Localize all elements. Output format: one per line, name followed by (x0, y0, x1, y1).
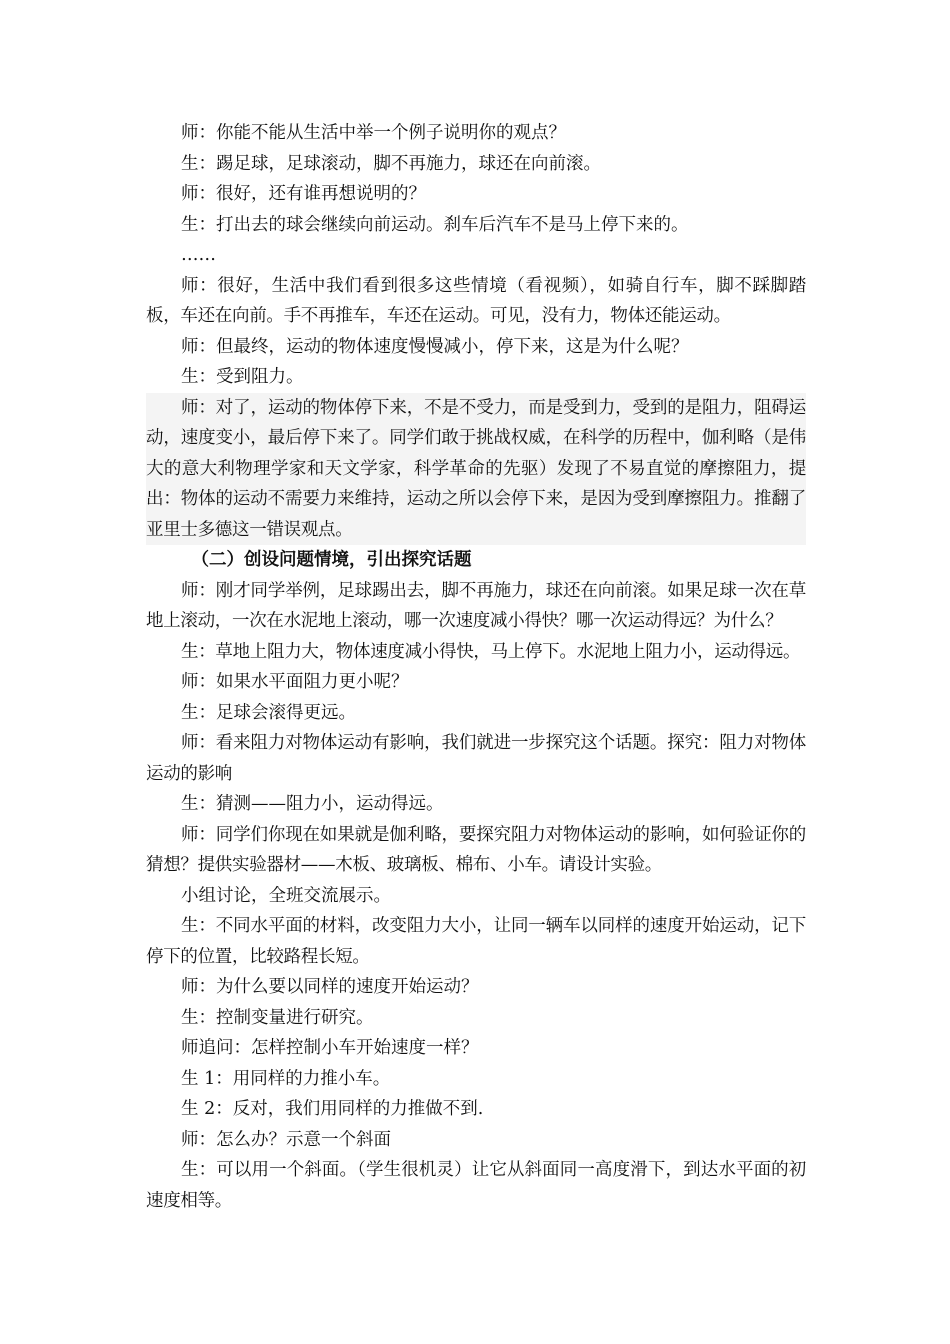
section-heading: （二）创设问题情境，引出探究话题 (191, 550, 472, 570)
highlighted-paragraph: 师：对了，运动的物体停下来，不是不受力，而是受到力，受到的是阻力，阻碍运动，速度变小，最后停下来了。同学们敢于挑战权威，在科学的历程中，伽利略（是伟大的意大利物理学家和天文学家，科学革命的先驱）发现了不易直觉的摩擦阻力，提出：物体的运动不需要力来维持，运动之所以会停下来，是因为受到摩擦阻力。推翻了亚里士多德这一错误观点。 (146, 393, 806, 546)
paragraph: 师：很好，生活中我们看到很多这些情境（看视频），如骑自行车，脚不踩脚踏板，车还在向前。手不再推车，车还在运动。可见，没有力，物体还能运动。 (146, 275, 806, 326)
document-body (146, 118, 806, 1216)
paragraph: 生：不同水平面的材料，改变阻力大小，让同一辆车以同样的速度开始运动，记下停下的位置，比较路程长短。 (146, 916, 806, 967)
paragraph: 生：足球会滚得更远。 (181, 702, 356, 723)
paragraph: 师：为什么要以同样的速度开始运动？ (181, 977, 479, 997)
paragraph: 生：受到阻力。 (181, 367, 304, 387)
paragraph: 生：踢足球，足球滚动，脚不再施力，球还在向前滚。 (181, 153, 601, 174)
paragraph: 生 2：反对，我们用同样的力推做不到. (181, 1099, 484, 1119)
paragraph: 师：如果水平面阻力更小呢？ (181, 672, 409, 692)
paragraph: 师：怎么办？示意一个斜面 (181, 1129, 391, 1150)
paragraph: 生：控制变量进行研究。 (181, 1007, 374, 1028)
ellipsis-line: …… (181, 245, 216, 265)
paragraph: 师：刚才同学举例，足球踢出去，脚不再施力，球还在向前滚。如果足球一次在草地上滚动，一次在水泥地上滚动，哪一次速度减小得快？哪一次运动得远？为什么？ (146, 580, 806, 631)
paragraph: 生：打出去的球会继续向前运动。刹车后汽车不是马上停下来的。 (181, 214, 689, 235)
paragraph: 生 1：用同样的力推小车。 (181, 1068, 391, 1089)
paragraph: 师：但最终，运动的物体速度慢慢减小，停下来，这是为什么呢？ (181, 336, 689, 357)
paragraph: 小组讨论，全班交流展示。 (181, 885, 391, 906)
paragraph: 师：很好，还有谁再想说明的？ (181, 184, 426, 204)
paragraph: 师：同学们你现在如果就是伽利略，要探究阻力对物体运动的影响，如何验证你的猜想？提供实验器材——木板、玻璃板、棉布、小车。请设计实验。 (146, 824, 806, 875)
paragraph: 师：你能不能从生活中举一个例子说明你的观点？ (181, 123, 566, 143)
paragraph: 生：猜测——阻力小，运动得远。 (181, 794, 444, 814)
paragraph: 师：看来阻力对物体运动有影响，我们就进一步探究这个话题。探究：阻力对物体运动的影响 (146, 733, 806, 784)
paragraph: 生：可以用一个斜面。（学生很机灵）让它从斜面同一高度滑下，到达水平面的初速度相等。 (146, 1160, 806, 1211)
paragraph: 师追问：怎样控制小车开始速度一样？ (181, 1038, 479, 1058)
paragraph: 生：草地上阻力大，物体速度减小得快，马上停下。水泥地上阻力小，运动得远。 (181, 641, 801, 662)
